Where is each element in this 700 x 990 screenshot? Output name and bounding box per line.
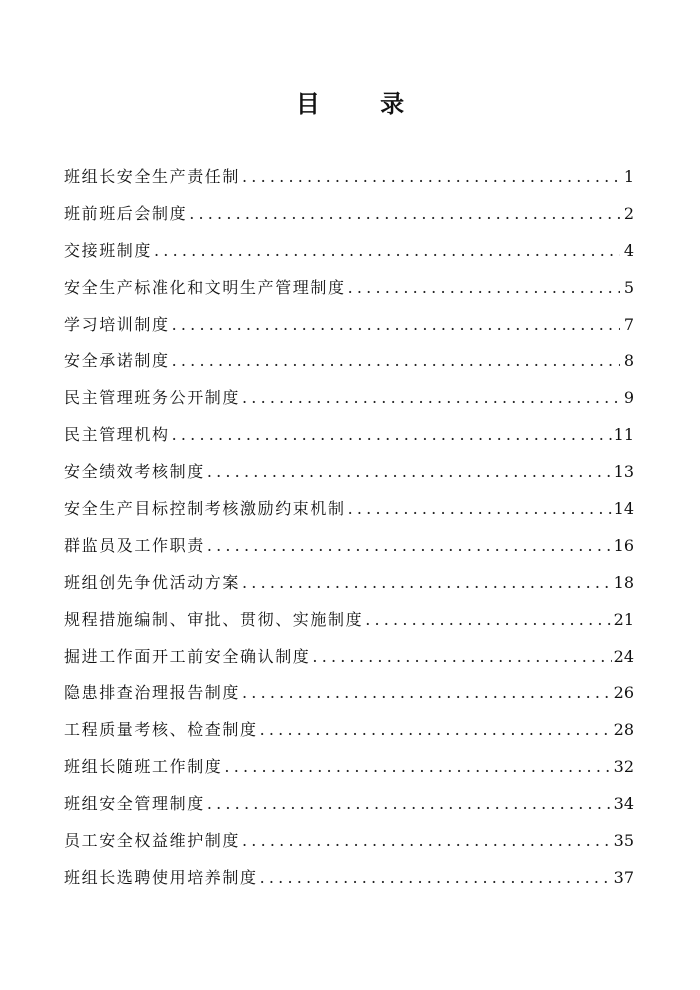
toc-leader-dots xyxy=(365,605,611,635)
toc-entry[interactable] xyxy=(64,752,634,789)
toc-entry-label: 班组创先争优活动方案 xyxy=(64,572,241,592)
toc-leader-dots xyxy=(348,273,620,303)
toc-leader-dots xyxy=(242,383,620,413)
toc-entry-label: 班组安全管理制度 xyxy=(64,794,205,814)
toc-entry[interactable] xyxy=(64,199,634,236)
toc-entry-label: 班组长安全生产责任制 xyxy=(64,167,241,186)
toc-leader-dots xyxy=(207,789,612,819)
toc-entry-page: 37 xyxy=(613,867,634,887)
toc-leader-dots xyxy=(242,162,620,192)
toc-entry[interactable] xyxy=(64,310,634,347)
toc-entry-label: 工程质量考核、检查制度 xyxy=(64,720,258,740)
toc-leader-dots xyxy=(189,199,620,229)
toc-entry[interactable] xyxy=(64,420,634,457)
toc-entry-label: 安全生产目标控制考核激励约束机制 xyxy=(64,499,346,519)
toc-entry-label: 民主管理班务公开制度 xyxy=(64,388,241,408)
toc-leader-dots xyxy=(242,826,612,856)
toc-entry[interactable] xyxy=(64,642,634,679)
toc-entry-page: 16 xyxy=(613,535,634,555)
toc-leader-dots xyxy=(172,420,612,450)
toc-entry-page: 21 xyxy=(613,609,634,629)
toc-entry-page: 32 xyxy=(613,757,634,777)
toc-leader-dots xyxy=(348,494,612,524)
toc-entry[interactable] xyxy=(64,568,634,605)
toc-entry[interactable] xyxy=(64,715,634,752)
toc-leader-dots xyxy=(260,715,612,745)
toc-entry-label: 班组长随班工作制度 xyxy=(64,757,223,777)
toc-entry[interactable] xyxy=(64,826,634,863)
toc-entry-label: 员工安全权益维护制度 xyxy=(64,831,241,851)
toc-entry-page: 13 xyxy=(613,462,634,482)
toc-leader-dots xyxy=(172,310,620,340)
toc-entry-page: 26 xyxy=(613,683,634,703)
toc-entry[interactable] xyxy=(64,162,634,199)
toc-leader-dots xyxy=(172,346,620,376)
toc-entry[interactable] xyxy=(64,605,634,642)
toc-leader-dots xyxy=(224,752,611,782)
toc-entry-label: 学习培训制度 xyxy=(64,314,170,334)
toc-entry-label: 隐患排查治理报告制度 xyxy=(64,683,241,703)
table-of-contents xyxy=(64,162,634,900)
toc-entry-label: 班组长选聘使用培养制度 xyxy=(64,867,258,887)
toc-entry-page: 11 xyxy=(613,425,634,445)
toc-entry[interactable] xyxy=(64,678,634,715)
toc-entry-page: 8 xyxy=(623,351,634,371)
toc-entry[interactable] xyxy=(64,789,634,826)
toc-entry[interactable] xyxy=(64,273,634,310)
toc-leader-dots xyxy=(260,863,612,893)
toc-entry-label: 交接班制度 xyxy=(64,240,153,260)
toc-entry-page: 5 xyxy=(623,277,634,297)
toc-entry-label: 规程措施编制、审批、贯彻、实施制度 xyxy=(64,609,364,629)
toc-entry-page: 24 xyxy=(613,646,634,666)
toc-entry[interactable] xyxy=(64,346,634,383)
toc-leader-dots xyxy=(242,568,612,598)
toc-leader-dots xyxy=(207,457,612,487)
toc-entry-page: 14 xyxy=(613,499,634,519)
toc-entry-page: 2 xyxy=(623,203,634,223)
toc-entry[interactable] xyxy=(64,236,634,273)
toc-entry[interactable] xyxy=(64,383,634,420)
toc-entry-page: 7 xyxy=(623,314,634,334)
toc-entry[interactable] xyxy=(64,494,634,531)
toc-entry-page: 34 xyxy=(613,794,634,814)
toc-entry-page: 4 xyxy=(623,240,634,260)
toc-leader-dots xyxy=(154,236,620,266)
toc-entry-label: 安全承诺制度 xyxy=(64,351,170,371)
toc-entry[interactable] xyxy=(64,863,634,900)
toc-entry[interactable] xyxy=(64,531,634,568)
toc-entry-label: 民主管理机构 xyxy=(64,425,170,445)
toc-entry-label: 掘进工作面开工前安全确认制度 xyxy=(64,646,311,666)
toc-entry-label: 安全生产标准化和文明生产管理制度 xyxy=(64,277,346,297)
toc-leader-dots xyxy=(242,678,612,708)
toc-entry-page: 1 xyxy=(623,167,634,186)
toc-entry-label: 群监员及工作职责 xyxy=(64,535,205,555)
toc-title: 目 录 xyxy=(295,89,431,118)
toc-entry-page: 35 xyxy=(613,831,634,851)
toc-entry-label: 安全绩效考核制度 xyxy=(64,462,205,482)
toc-entry-page: 9 xyxy=(623,388,634,408)
toc-leader-dots xyxy=(312,642,611,672)
toc-entry[interactable] xyxy=(64,457,634,494)
toc-entry-label: 班前班后会制度 xyxy=(64,203,188,223)
toc-leader-dots xyxy=(207,531,612,561)
toc-entry-page: 18 xyxy=(613,572,634,592)
toc-entry-page: 28 xyxy=(613,720,634,740)
